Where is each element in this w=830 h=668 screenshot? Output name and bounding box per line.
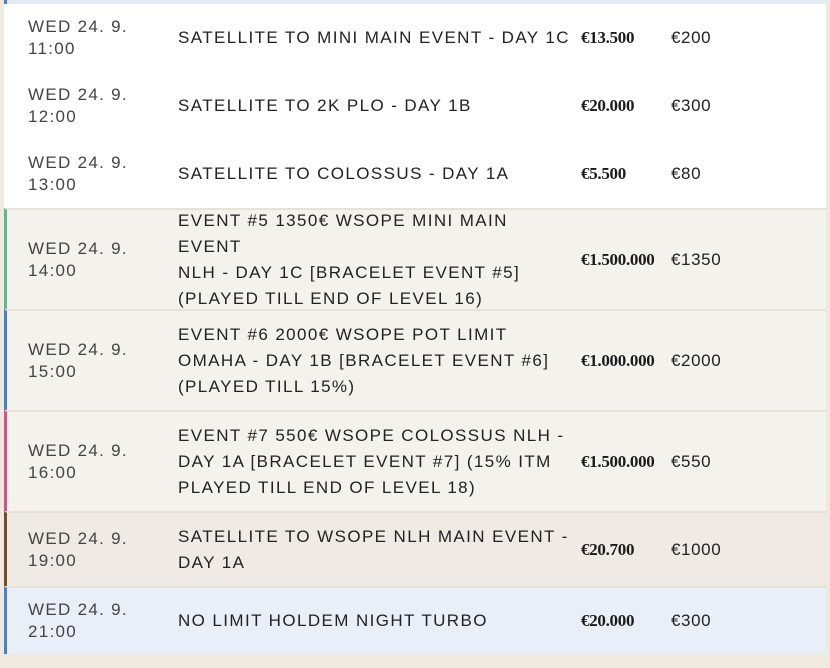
buy-in: €2000 bbox=[671, 350, 722, 370]
buy-in: €80 bbox=[671, 164, 702, 183]
event-datetime bbox=[7, 440, 178, 484]
event-time: 11:00 bbox=[28, 39, 76, 58]
event-time: 15:00 bbox=[28, 361, 78, 381]
event-name-line: SATELLITE TO 2K PLO - DAY 1B bbox=[178, 96, 472, 115]
event-time: 19:00 bbox=[28, 550, 78, 570]
event-day: WED 24. 9. bbox=[28, 339, 128, 359]
event-name-line: DAY 1A bbox=[178, 552, 246, 572]
tournament-schedule bbox=[4, 0, 826, 654]
event-name-line: OMAHA - DAY 1B [BRACELET EVENT #6] bbox=[178, 350, 550, 370]
schedule-row[interactable] bbox=[4, 208, 826, 309]
schedule-row[interactable] bbox=[4, 586, 826, 654]
event-datetime bbox=[7, 238, 178, 282]
event-name[interactable] bbox=[178, 423, 581, 501]
buy-in: €550 bbox=[671, 451, 712, 471]
guaranteed-prize: €1.000.000 bbox=[581, 350, 655, 370]
schedule-row[interactable] bbox=[4, 72, 826, 140]
event-time: 21:00 bbox=[28, 622, 78, 641]
event-name[interactable] bbox=[178, 93, 581, 119]
event-datetime bbox=[7, 16, 178, 60]
guaranteed-prize: €20.700 bbox=[581, 539, 635, 559]
event-name-line: SATELLITE TO WSOPE NLH MAIN EVENT - bbox=[178, 526, 569, 546]
event-name[interactable] bbox=[178, 322, 581, 400]
event-time: 12:00 bbox=[28, 107, 78, 126]
buy-in: €300 bbox=[671, 96, 712, 115]
event-day: WED 24. 9. bbox=[28, 238, 128, 258]
event-name-line: EVENT #7 550€ WSOPE COLOSSUS NLH - bbox=[178, 425, 565, 445]
schedule-row[interactable] bbox=[4, 410, 826, 511]
event-name-line: EVENT #5 1350€ WSOPE MINI MAIN EVENT bbox=[178, 210, 508, 256]
event-datetime bbox=[7, 339, 178, 383]
event-name[interactable] bbox=[178, 161, 581, 187]
event-day: WED 24. 9. bbox=[28, 17, 128, 36]
buy-in: €300 bbox=[671, 611, 712, 630]
schedule-row[interactable] bbox=[4, 140, 826, 208]
event-datetime bbox=[7, 152, 178, 196]
event-name-line: (PLAYED TILL END OF LEVEL 16) bbox=[178, 288, 484, 308]
event-name-line: NLH - DAY 1C [BRACELET EVENT #5] bbox=[178, 262, 521, 282]
event-time: 14:00 bbox=[28, 260, 78, 280]
event-datetime bbox=[7, 599, 178, 643]
guaranteed-prize: €1.500.000 bbox=[581, 451, 655, 471]
event-name-line: DAY 1A [BRACELET EVENT #7] (15% ITM bbox=[178, 451, 552, 471]
buy-in: €1000 bbox=[671, 539, 722, 559]
event-day: WED 24. 9. bbox=[28, 153, 128, 172]
event-day: WED 24. 9. bbox=[28, 528, 128, 548]
guaranteed-prize: €1.500.000 bbox=[581, 249, 655, 269]
schedule-row[interactable] bbox=[4, 4, 826, 72]
schedule-row[interactable] bbox=[4, 511, 826, 586]
event-name[interactable] bbox=[178, 524, 581, 576]
event-time: 16:00 bbox=[28, 462, 78, 482]
event-name[interactable] bbox=[178, 25, 581, 51]
event-name-line: (PLAYED TILL 15%) bbox=[178, 376, 356, 396]
guaranteed-prize: €20.000 bbox=[581, 96, 635, 115]
buy-in: €200 bbox=[671, 28, 712, 47]
event-day: WED 24. 9. bbox=[28, 600, 128, 619]
event-datetime bbox=[7, 84, 178, 128]
event-name-line: PLAYED TILL END OF LEVEL 18) bbox=[178, 477, 477, 497]
guaranteed-prize: €5.500 bbox=[581, 164, 626, 183]
event-name-line: SATELLITE TO MINI MAIN EVENT - DAY 1C bbox=[178, 28, 570, 47]
event-datetime bbox=[7, 528, 178, 572]
event-name[interactable] bbox=[178, 608, 581, 634]
event-name[interactable] bbox=[178, 208, 581, 312]
event-name-line: SATELLITE TO COLOSSUS - DAY 1A bbox=[178, 164, 510, 183]
schedule-row[interactable] bbox=[4, 309, 826, 410]
guaranteed-prize: €20.000 bbox=[581, 611, 635, 630]
event-name-line: NO LIMIT HOLDEM NIGHT TURBO bbox=[178, 611, 488, 630]
event-name-line: EVENT #6 2000€ WSOPE POT LIMIT bbox=[178, 324, 508, 344]
event-day: WED 24. 9. bbox=[28, 440, 128, 460]
guaranteed-prize: €13.500 bbox=[581, 28, 635, 47]
event-time: 13:00 bbox=[28, 175, 78, 194]
schedule-rows bbox=[4, 4, 826, 654]
event-day: WED 24. 9. bbox=[28, 85, 128, 104]
buy-in: €1350 bbox=[671, 249, 722, 269]
